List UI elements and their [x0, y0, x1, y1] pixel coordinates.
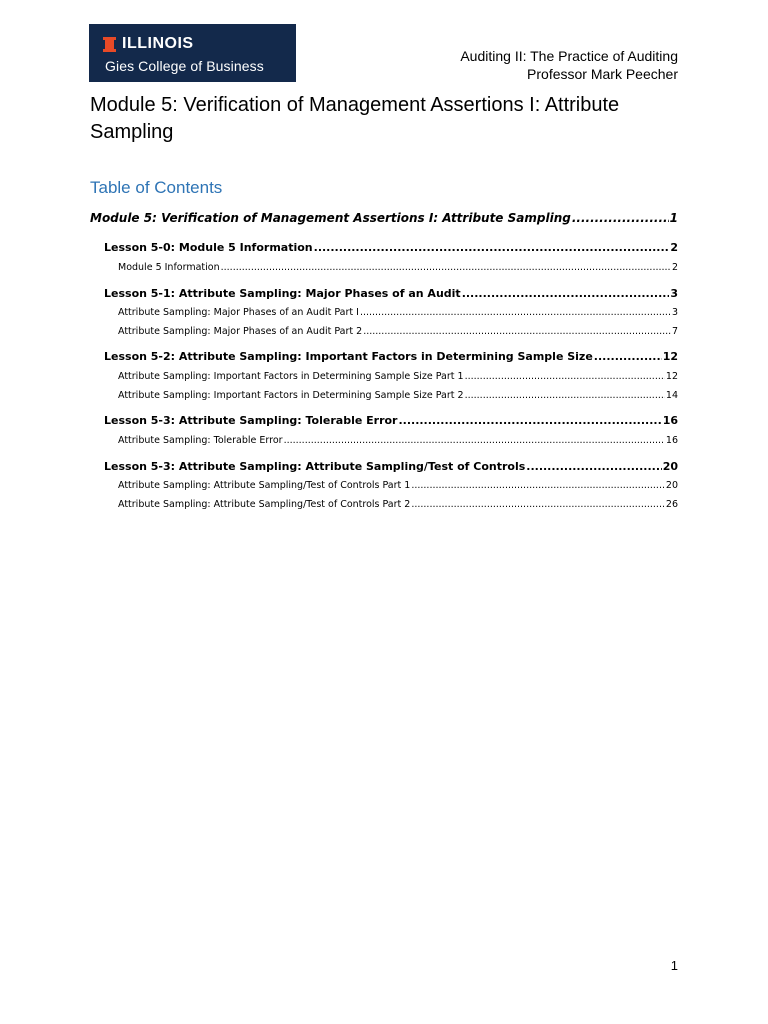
toc-leader-dots [360, 307, 671, 318]
toc-entry-page: 12 [662, 350, 678, 363]
toc-entry-page: 26 [665, 499, 678, 510]
illinois-gies-logo [89, 24, 296, 82]
toc-leader-dots [411, 499, 665, 510]
toc-heading: Table of Contents [90, 178, 223, 197]
toc-leader-dots [526, 460, 661, 473]
toc-entry-module-5[interactable] [90, 211, 678, 225]
logo-university-name: ILLINOIS [122, 35, 194, 52]
toc-entry-module-5-information[interactable] [118, 262, 678, 273]
toc-entry-lesson-5-3-tolerable-error[interactable] [104, 414, 678, 427]
toc-entry-label: Attribute Sampling: Attribute Sampling/Test of Controls Part 1 [118, 480, 411, 491]
toc-entry-page: 7 [671, 326, 678, 337]
toc-entry-page: 20 [665, 480, 678, 491]
toc-entry-page: 16 [665, 435, 678, 446]
toc-leader-dots [411, 480, 665, 491]
logo-university-row [105, 34, 280, 54]
toc-entry-sample-size-part-2[interactable] [118, 390, 678, 401]
toc-entry-test-of-controls-part-1[interactable] [118, 480, 678, 491]
toc-entry-label: Module 5 Information [118, 262, 220, 273]
toc-entry-label: Attribute Sampling: Major Phases of an Audit Part I [118, 307, 359, 318]
toc-leader-dots [465, 371, 665, 382]
block-i-icon [105, 37, 114, 52]
toc-entry-page: 16 [662, 414, 678, 427]
toc-leader-dots [462, 287, 670, 300]
page-title: Module 5: Verification of Management Assertions I: Attribute Sampling [90, 94, 620, 143]
toc-entry-label: Attribute Sampling: Major Phases of an Audit Part 2 [118, 326, 363, 337]
page-number: 1 [670, 958, 678, 973]
toc-entry-page: 2 [671, 262, 678, 273]
toc-entry-major-phases-part-1[interactable] [118, 307, 678, 318]
course-title: Auditing II: The Practice of Auditing [460, 48, 678, 64]
toc-entry-lesson-5-2[interactable] [104, 350, 678, 363]
toc-leader-dots [284, 435, 665, 446]
toc-entry-sample-size-part-1[interactable] [118, 371, 678, 382]
toc-leader-dots [572, 211, 669, 225]
toc-leader-dots [221, 262, 671, 273]
toc-entry-label: Attribute Sampling: Tolerable Error [118, 435, 283, 446]
toc-leader-dots [314, 241, 670, 254]
toc-leader-dots [594, 350, 662, 363]
logo-college-name: Gies College of Business [105, 58, 264, 74]
toc-entry-lesson-5-3-test-of-controls[interactable] [104, 460, 678, 473]
toc-entry-page: 3 [670, 287, 678, 300]
document-header [460, 47, 678, 83]
toc-entry-label: Lesson 5-1: Attribute Sampling: Major Phases of an Audit [104, 287, 461, 300]
toc-entry-label: Attribute Sampling: Important Factors in Determining Sample Size Part 2 [118, 390, 464, 401]
toc-entry-tolerable-error[interactable] [118, 435, 678, 446]
toc-entry-label: Lesson 5-2: Attribute Sampling: Important Factors in Determining Sample Size [104, 350, 593, 363]
toc-entry-label: Attribute Sampling: Important Factors in Determining Sample Size Part 1 [118, 371, 464, 382]
toc-entry-lesson-5-0[interactable] [104, 241, 678, 254]
toc-entry-label: Attribute Sampling: Attribute Sampling/Test of Controls Part 2 [118, 499, 411, 510]
toc-entry-lesson-5-1[interactable] [104, 287, 678, 300]
toc-entry-label: Lesson 5-0: Module 5 Information [104, 241, 313, 254]
toc-entry-page: 2 [670, 241, 678, 254]
toc-entry-page: 20 [662, 460, 678, 473]
toc-entry-label: Lesson 5-3: Attribute Sampling: Attribute Sampling/Test of Controls [104, 460, 526, 473]
toc-entry-page: 3 [671, 307, 678, 318]
toc-entry-major-phases-part-2[interactable] [118, 326, 678, 337]
toc-entry-label: Module 5: Verification of Management Assertions I: Attribute Sampling [90, 211, 571, 225]
toc-leader-dots [363, 326, 671, 337]
toc-entry-page: 1 [669, 211, 678, 225]
toc-leader-dots [398, 414, 661, 427]
toc-entry-page: 12 [665, 371, 678, 382]
professor-name: Professor Mark Peecher [527, 66, 678, 82]
toc-entry-test-of-controls-part-2[interactable] [118, 499, 678, 510]
toc-entry-label: Lesson 5-3: Attribute Sampling: Tolerable Error [104, 414, 398, 427]
toc-entry-page: 14 [665, 390, 678, 401]
toc-leader-dots [465, 390, 665, 401]
